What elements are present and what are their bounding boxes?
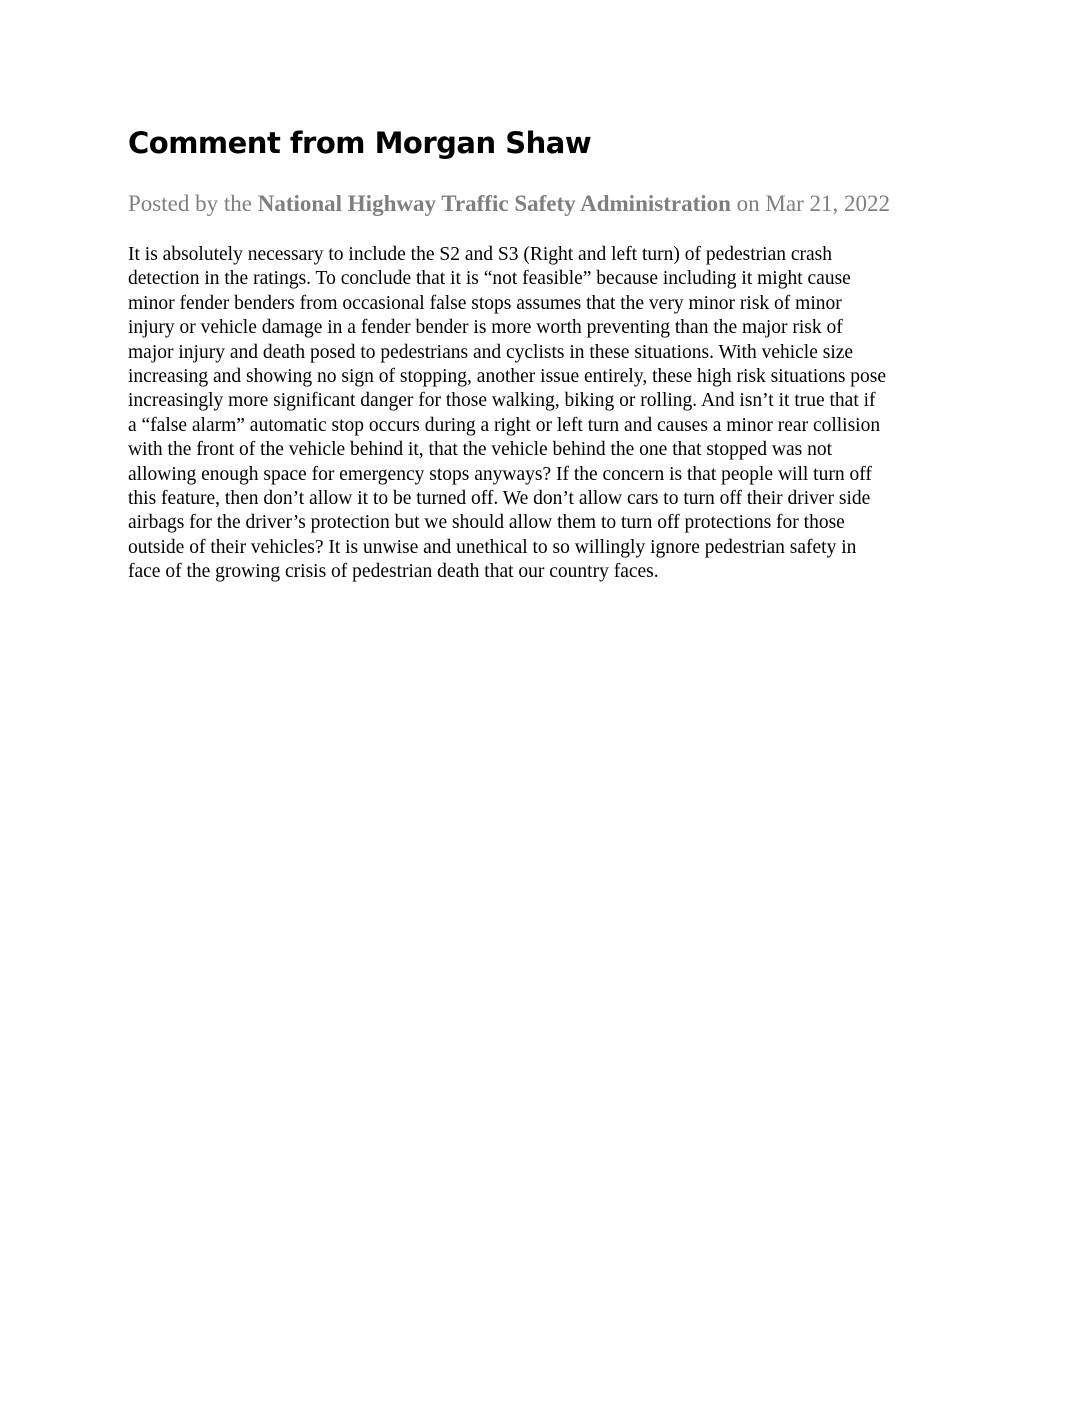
- posted-date: Mar 21, 2022: [765, 191, 890, 216]
- comment-line: outside of their vehicles? It is unwise and unethical to so willingly ignore pedestrian safety in: [128, 536, 857, 558]
- comment-line: injury or vehicle damage in a fender bender is more worth preventing than the major risk of: [128, 317, 843, 339]
- comment-body: [128, 243, 968, 585]
- posted-prefix: Posted by the: [128, 191, 252, 216]
- comment-line: face of the growing crisis of pedestrian death that our country faces.: [128, 561, 659, 583]
- comment-line: detection in the ratings. To conclude that it is “not feasible” because including it might cause: [128, 268, 851, 290]
- comment-line: with the front of the vehicle behind it, that the vehicle behind the one that stopped was not: [128, 439, 832, 461]
- comment-line: minor fender benders from occasional false stops assumes that the very minor risk of minor: [128, 292, 842, 314]
- comment-line: allowing enough space for emergency stops anyways? If the concern is that people will turn off: [128, 463, 872, 485]
- date-prefix: on: [736, 191, 760, 216]
- comment-line: airbags for the driver’s protection but we should allow them to turn off protections for those: [128, 512, 845, 534]
- page-title: Comment from Morgan Shaw: [128, 126, 592, 160]
- comment-line: a “false alarm” automatic stop occurs during a right or left turn and causes a minor rear collision: [128, 414, 881, 436]
- comment-line: major injury and death posed to pedestrians and cyclists in these situations. With vehicle size: [128, 341, 854, 363]
- comment-line: this feature, then don’t allow it to be turned off. We don’t allow cars to turn off their driver side: [128, 488, 871, 510]
- agency-name: National Highway Traffic Safety Administration: [257, 191, 731, 216]
- comment-line: increasing and showing no sign of stopping, another issue entirely, these high risk situations pose: [128, 366, 887, 388]
- comment-line: increasingly more significant danger for those walking, biking or rolling. And isn’t it true that if: [128, 390, 876, 412]
- comment-line: It is absolutely necessary to include the S2 and S3 (Right and left turn) of pedestrian crash: [128, 244, 832, 265]
- posted-by-line: [128, 191, 890, 217]
